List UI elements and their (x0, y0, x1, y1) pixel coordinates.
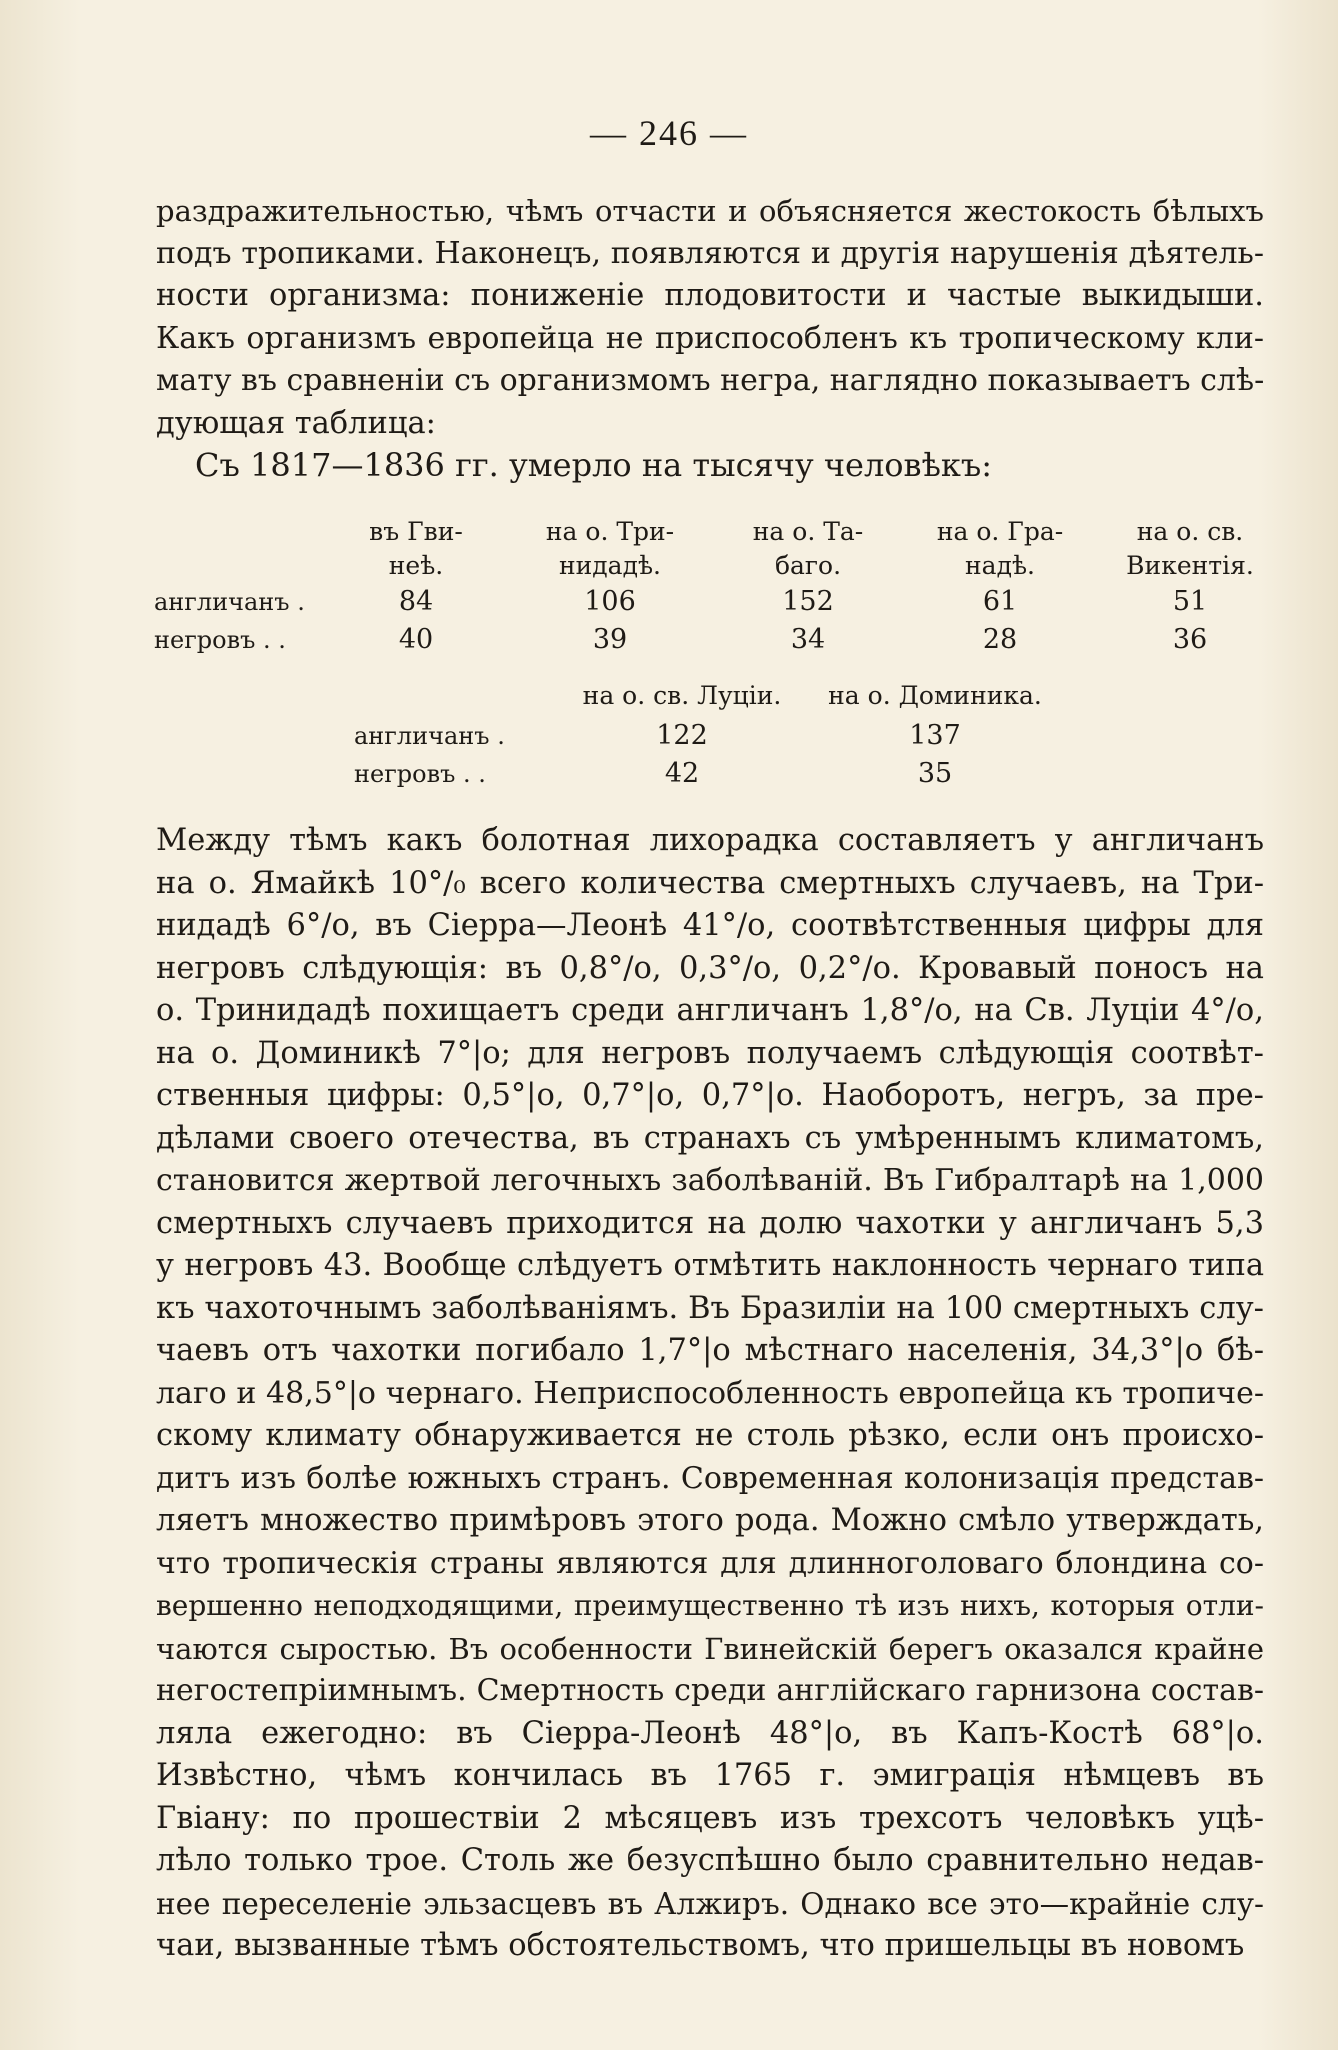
text-line: Какъ организмъ европейца не приспособленъ къ тропическому кли- (156, 320, 1264, 356)
text-line: чаи, вызванные тѣмъ обстоятельствомъ, что пришельцы въ новомъ (156, 1928, 1245, 1963)
column-header: на о. св. Луціи. (582, 681, 782, 710)
table-cell: 34 (790, 624, 826, 655)
column-header: надѣ. (965, 551, 1035, 580)
text-line: у негровъ 43. Вообще слѣдуетъ отмѣтить наклонность чернаго типа (156, 1248, 1264, 1283)
row-label: негровъ . . (154, 626, 286, 654)
table-cell: 61 (982, 586, 1018, 617)
column-header: на о. Доминика. (828, 681, 1042, 710)
row-label: англичанъ . (354, 722, 505, 750)
paragraph-2 (156, 820, 1264, 1968)
text-line: негостепріимнымъ. Смертность среди англійскаго гарнизона состав- (156, 1673, 1264, 1708)
text-line: Извѣстно, чѣмъ кончилась въ 1765 г. эмиграція нѣмцевъ въ (156, 1758, 1264, 1793)
row-label: англичанъ . (154, 588, 305, 616)
text-line: Гвіану: по прошествіи 2 мѣсяцевъ изъ трехсотъ человѣкъ уцѣ- (156, 1800, 1264, 1836)
table-cell: 122 (656, 720, 708, 751)
text-line: Между тѣмъ какъ болотная лихорадка составляетъ у англичанъ (156, 823, 1264, 858)
text-line: чаются сыростью. Въ особенности Гвинейскій берегъ оказался крайне (156, 1631, 1264, 1666)
column-header: на о. Та- (752, 517, 864, 546)
page-number: — 246 — (590, 113, 748, 153)
text-line: лаго и 48,5°|о чернаго. Неприспособленность европейца къ тропиче- (156, 1375, 1264, 1411)
table-cell: 36 (1172, 624, 1208, 655)
text-line: къ чахоточнымъ заболѣваніямъ. Въ Бразиліи на 100 смертныхъ слу- (156, 1290, 1264, 1326)
text-line: ляла ежегодно: въ Сіерра-Леонѣ 48°|о, въ Капъ-Костѣ 68°|о. (156, 1715, 1264, 1751)
text-line: ственныя цифры: 0,5°|о, 0,7°|о, 0,7°|о. Наоборотъ, негръ, за пре- (156, 1078, 1264, 1113)
table-cell: 39 (592, 624, 628, 655)
column-header: на о. Гра- (936, 517, 1064, 546)
table-cell: 51 (1172, 586, 1208, 617)
text-line: негровъ слѣдующія: въ 0,8°/о, 0,3°/о, 0,2°/о. Кровавый поносъ на (156, 950, 1264, 986)
column-header: Викентія. (1126, 551, 1254, 580)
text-line: нее переселеніе эльзасцевъ въ Алжиръ. Однако все это—крайніе слу- (156, 1886, 1264, 1921)
text-line: дитъ изъ болѣе южныхъ странъ. Современная колонизація представ- (156, 1460, 1264, 1496)
table-intro-line: Съ 1817—1836 гг. умерло на тысячу человѣкъ: (195, 446, 992, 484)
paragraph-1 (156, 190, 1264, 445)
text-line: на о. Доминикѣ 7°|о; для негровъ получаемъ слѣдующія соотвѣт- (156, 1035, 1264, 1071)
column-header: баго. (774, 551, 842, 580)
text-line: раздражительностью, чѣмъ отчасти и объясняется жестокость бѣлыхъ (156, 194, 1264, 228)
text-line: мату въ сравненіи съ организмомъ негра, наглядно показываетъ слѣ- (156, 363, 1265, 398)
text-line: на о. Ямайкѣ 10°/₀ всего количества смертныхъ случаевъ, на Три- (156, 865, 1264, 901)
table-cell: 42 (664, 758, 700, 789)
text-line: что тропическія страны являются для длинноголоваго блондина со- (156, 1545, 1264, 1581)
text-line: вершенно неподходящими, преимущественно тѣ изъ нихъ, которыя отли- (156, 1589, 1264, 1622)
column-header: нидадѣ. (558, 551, 662, 580)
text-line: ляетъ множество примѣровъ этого рода. Можно смѣло утверждать, (156, 1503, 1264, 1538)
table-cell: 35 (917, 758, 953, 789)
column-header: въ Гви- (369, 517, 463, 546)
text-line: смертныхъ случаевъ приходится на долю чахотки у англичанъ 5,3 (156, 1205, 1264, 1241)
column-header: неѣ. (388, 551, 444, 580)
column-header: на о. Три- (545, 517, 675, 546)
text-line: ности организма: пониженіе плодовитости и частые выкидыши. (156, 278, 1264, 313)
column-header: на о. св. (1136, 517, 1244, 546)
table-cell: 152 (782, 586, 834, 617)
text-line: подъ тропиками. Наконецъ, появляются и другія нарушенія дѣятель- (156, 235, 1264, 271)
text-line: лѣло только трое. Столь же безуспѣшно было сравнительно недав- (156, 1843, 1264, 1878)
table-cell: 106 (584, 586, 636, 617)
table-cell: 28 (982, 624, 1018, 655)
text-line: скому климату обнаруживается не столь рѣзко, если онъ происхо- (156, 1418, 1264, 1453)
row-label: негровъ . . (354, 760, 486, 788)
text-line: дѣлами своего отечества, въ странахъ съ умѣреннымъ климатомъ, (156, 1120, 1264, 1156)
text-line: чаевъ отъ чахотки погибало 1,7°|о мѣстнаго населенія, 34,3°|о бѣ- (156, 1333, 1264, 1368)
table-cell: 40 (398, 624, 434, 655)
text-line: дующая таблица: (156, 405, 436, 441)
text-line: нидадѣ 6°/о, въ Сіерра—Леонѣ 41°/о, соотвѣтственныя цифры для (156, 908, 1264, 943)
text-line: становится жертвой легочныхъ заболѣваній. Въ Гибралтарѣ на 1,000 (156, 1163, 1264, 1198)
table-cell: 137 (909, 720, 961, 751)
table-cell: 84 (398, 586, 434, 617)
text-line: о. Тринидадѣ похищаетъ среди англичанъ 1,8°/о, на Св. Луціи 4°/о, (156, 993, 1264, 1028)
